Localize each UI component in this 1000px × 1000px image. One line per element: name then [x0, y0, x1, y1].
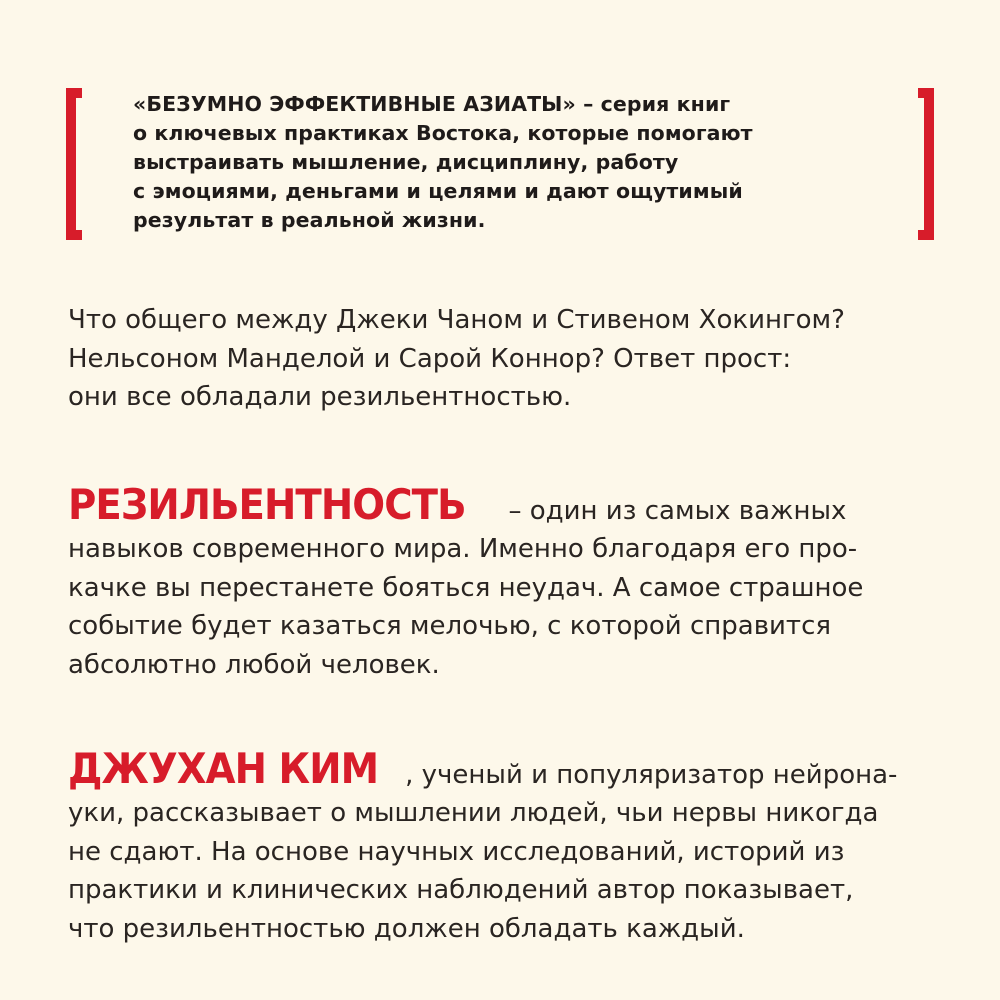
- paragraph-line: Что общего между Джеки Чаном и Стивеном Хокингом?: [68, 305, 845, 335]
- paragraph-line: они все обладали резильентностью.: [68, 382, 572, 412]
- paragraph-first-line: [68, 480, 948, 530]
- intro-line: с эмоциями, деньгами и целями и дают ощутимый: [133, 179, 743, 203]
- paragraph-line: абсолютно любой человек.: [68, 649, 440, 680]
- right-bracket-decoration: [918, 88, 934, 240]
- paragraph-line-rest: , ученый и популяризатор нейрона-: [405, 760, 898, 790]
- paragraph-line: что резильентностью должен обладать каждый.: [68, 913, 745, 944]
- resilience-paragraph: [68, 480, 948, 684]
- author-name-heading: ДЖУХАН КИМ: [68, 744, 379, 793]
- paragraph-line: не сдают. На основе научных исследований, историй из: [68, 836, 845, 867]
- paragraph-line-rest: – один из самых важных: [500, 496, 847, 526]
- paragraph-first-line: [68, 744, 948, 794]
- left-bracket-decoration: [66, 88, 82, 240]
- author-paragraph: [68, 744, 948, 948]
- intro-line: «БЕЗУМНО ЭФФЕКТИВНЫЕ АЗИАТЫ» – серия книг: [133, 92, 731, 116]
- paragraph-line: Нельсоном Манделой и Сарой Коннор? Ответ прост:: [68, 343, 792, 374]
- question-paragraph: [68, 301, 948, 417]
- paragraph-line: практики и клинических наблюдений автор показывает,: [68, 875, 854, 905]
- paragraph-line: уки, рассказывает о мышлении людей, чьи нервы никогда: [68, 798, 879, 828]
- paragraph-line: событие будет казаться мелочью, с которой справится: [68, 611, 832, 641]
- resilience-term-heading: РЕЗИЛЬЕНТНОСТЬ: [68, 480, 466, 529]
- intro-line: о ключевых практиках Востока, которые помогают: [133, 121, 753, 145]
- paragraph-line: навыков современного мира. Именно благодаря его про-: [68, 534, 858, 564]
- paragraph-line: качке вы перестанете бояться неудач. А самое страшное: [68, 572, 864, 603]
- intro-line: выстраивать мышление, дисциплину, работу: [133, 150, 679, 174]
- series-intro-text: [133, 90, 893, 235]
- intro-line: результат в реальной жизни.: [133, 208, 486, 232]
